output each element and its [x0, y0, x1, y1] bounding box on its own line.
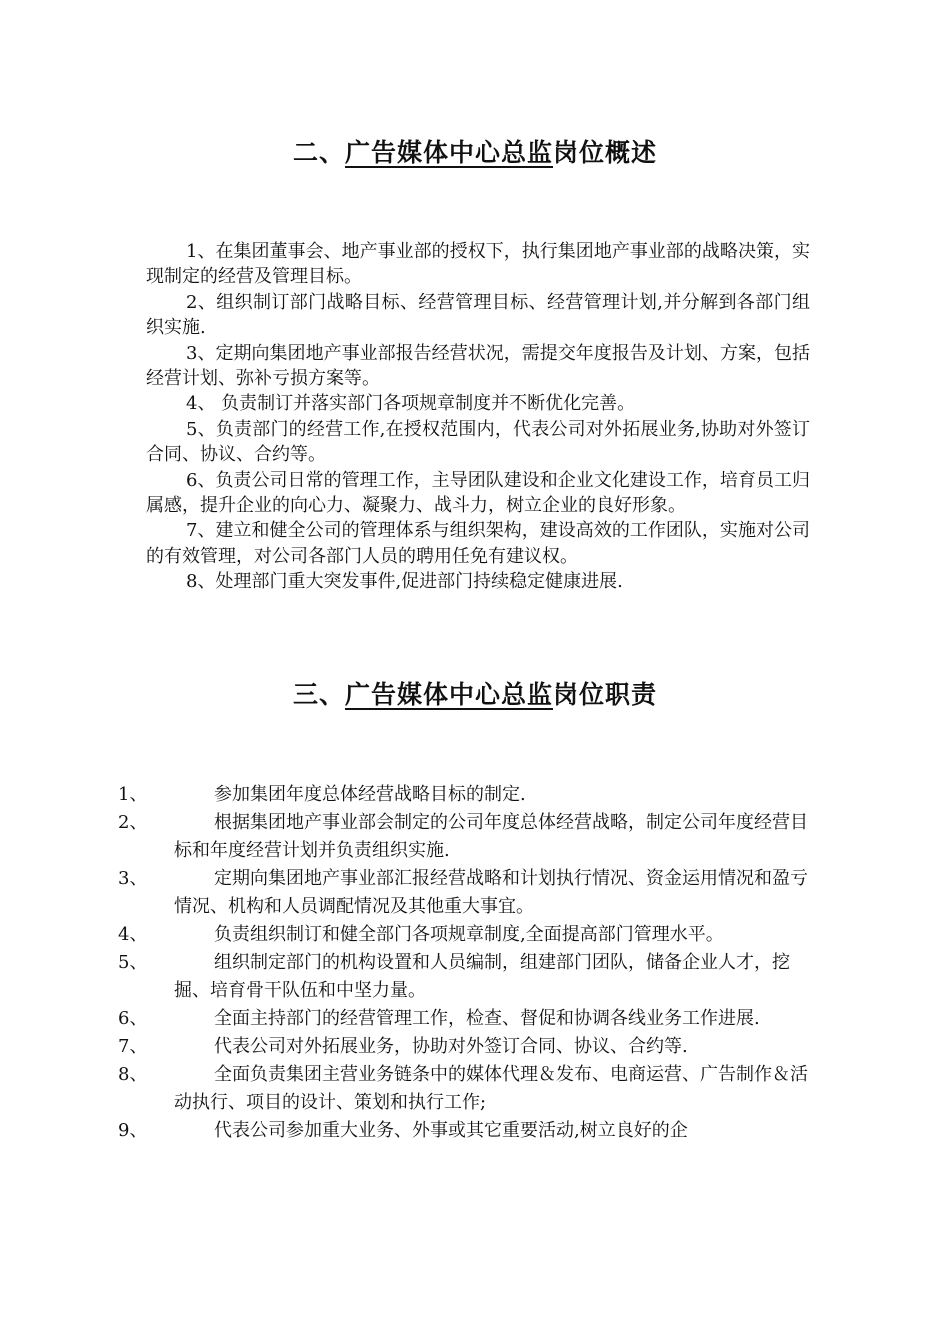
list-item-text: 定期向集团地产事业部汇报经营战略和计划执行情况、资金运用情况和盈亏情况、机构和人员调配情况及其他重大事宜。: [174, 868, 808, 917]
list-item-number: 8、: [118, 1064, 148, 1085]
list-item-number: 5、: [118, 952, 148, 973]
list-item: [118, 1033, 822, 1061]
list-item: [118, 781, 822, 809]
list-item: [118, 1005, 822, 1033]
list-item: [118, 809, 822, 865]
heading-prefix: 三、: [292, 680, 345, 709]
list-item: [118, 1061, 822, 1117]
list-item-number: 6、: [118, 1008, 148, 1029]
overview-paragraph: 4、 负责制订并落实部门各项规章制度并不断优化完善。: [186, 393, 636, 415]
overview-paragraph: 6、负责公司日常的管理工作，主导团队建设和企业文化建设工作，培育员工归属感，提升企业的向心力、凝聚力、战斗力，树立企业的良好形象。: [146, 469, 810, 517]
list-item-number: 4、: [118, 924, 148, 945]
heading-title-rest: 岗位职责: [553, 680, 658, 709]
overview-paragraph: 3、定期向集团地产事业部报告经营状况，需提交年度报告及计划、方案，包括经营计划、弥补亏损方案等。: [146, 342, 810, 390]
heading-title-rest: 岗位概述: [553, 138, 658, 167]
list-item: [118, 921, 822, 949]
overview-body: [146, 239, 810, 595]
list-item: [118, 1117, 822, 1145]
overview-paragraph: 1、在集团董事会、地产事业部的授权下，执行集团地产事业部的战略决策，实现制定的经营及管理目标。: [146, 241, 810, 288]
list-item-text: 参加集团年度总体经营战略目标的制定.: [214, 784, 526, 805]
heading-prefix: 二、: [292, 138, 345, 167]
list-item-number: 7、: [118, 1036, 148, 1057]
list-item-text: 全面主持部门的经营管理工作，检查、督促和协调各线业务工作进展.: [214, 1008, 760, 1029]
list-item-text: 组织制定部门的机构设置和人员编制，组建部门团队，储备企业人才，挖掘、培育骨干队伍和中坚力量。: [174, 952, 790, 1001]
section-heading-duties: [0, 675, 950, 711]
heading-underlined-title: 广告媒体中心总监: [344, 680, 553, 709]
list-item-text: 代表公司对外拓展业务，协助对外签订合同、协议、合约等.: [214, 1036, 688, 1057]
list-item-text: 全面负责集团主营业务链条中的媒体代理＆发布、电商运营、广告制作＆活动执行、项目的设计、策划和执行工作;: [174, 1064, 808, 1113]
list-item-number: 3、: [118, 868, 148, 889]
overview-paragraph: 5、负责部门的经营工作,在授权范围内，代表公司对外拓展业务,协助对外签订合同、协议、合约等。: [146, 418, 810, 466]
list-item-text: 代表公司参加重大业务、外事或其它重要活动,树立良好的企: [214, 1120, 688, 1141]
list-item: [118, 865, 822, 921]
overview-paragraph: 7、建立和健全公司的管理体系与组织架构，建设高效的工作团队，实施对公司的有效管理，对公司各部门人员的聘用任免有建议权。: [146, 520, 810, 567]
section-heading-overview: [0, 133, 950, 169]
list-item-number: 9、: [118, 1120, 148, 1141]
heading-underlined-title: 广告媒体中心总监: [344, 138, 553, 167]
list-item-number: 2、: [118, 812, 148, 833]
overview-paragraph: 8、处理部门重大突发事件,促进部门持续稳定健康进展.: [186, 571, 623, 593]
list-item-text: 根据集团地产事业部会制定的公司年度总体经营战略，制定公司年度经营目标和年度经营计划并负责组织实施.: [174, 812, 808, 861]
list-item-number: 1、: [118, 784, 148, 805]
duties-list: [118, 781, 822, 1145]
list-item: [118, 949, 822, 1005]
overview-paragraph: 2、组织制订部门战略目标、经营管理目标、经营管理计划,并分解到各部门组织实施.: [146, 291, 810, 339]
list-item-text: 负责组织制订和健全部门各项规章制度,全面提高部门管理水平。: [214, 924, 724, 945]
